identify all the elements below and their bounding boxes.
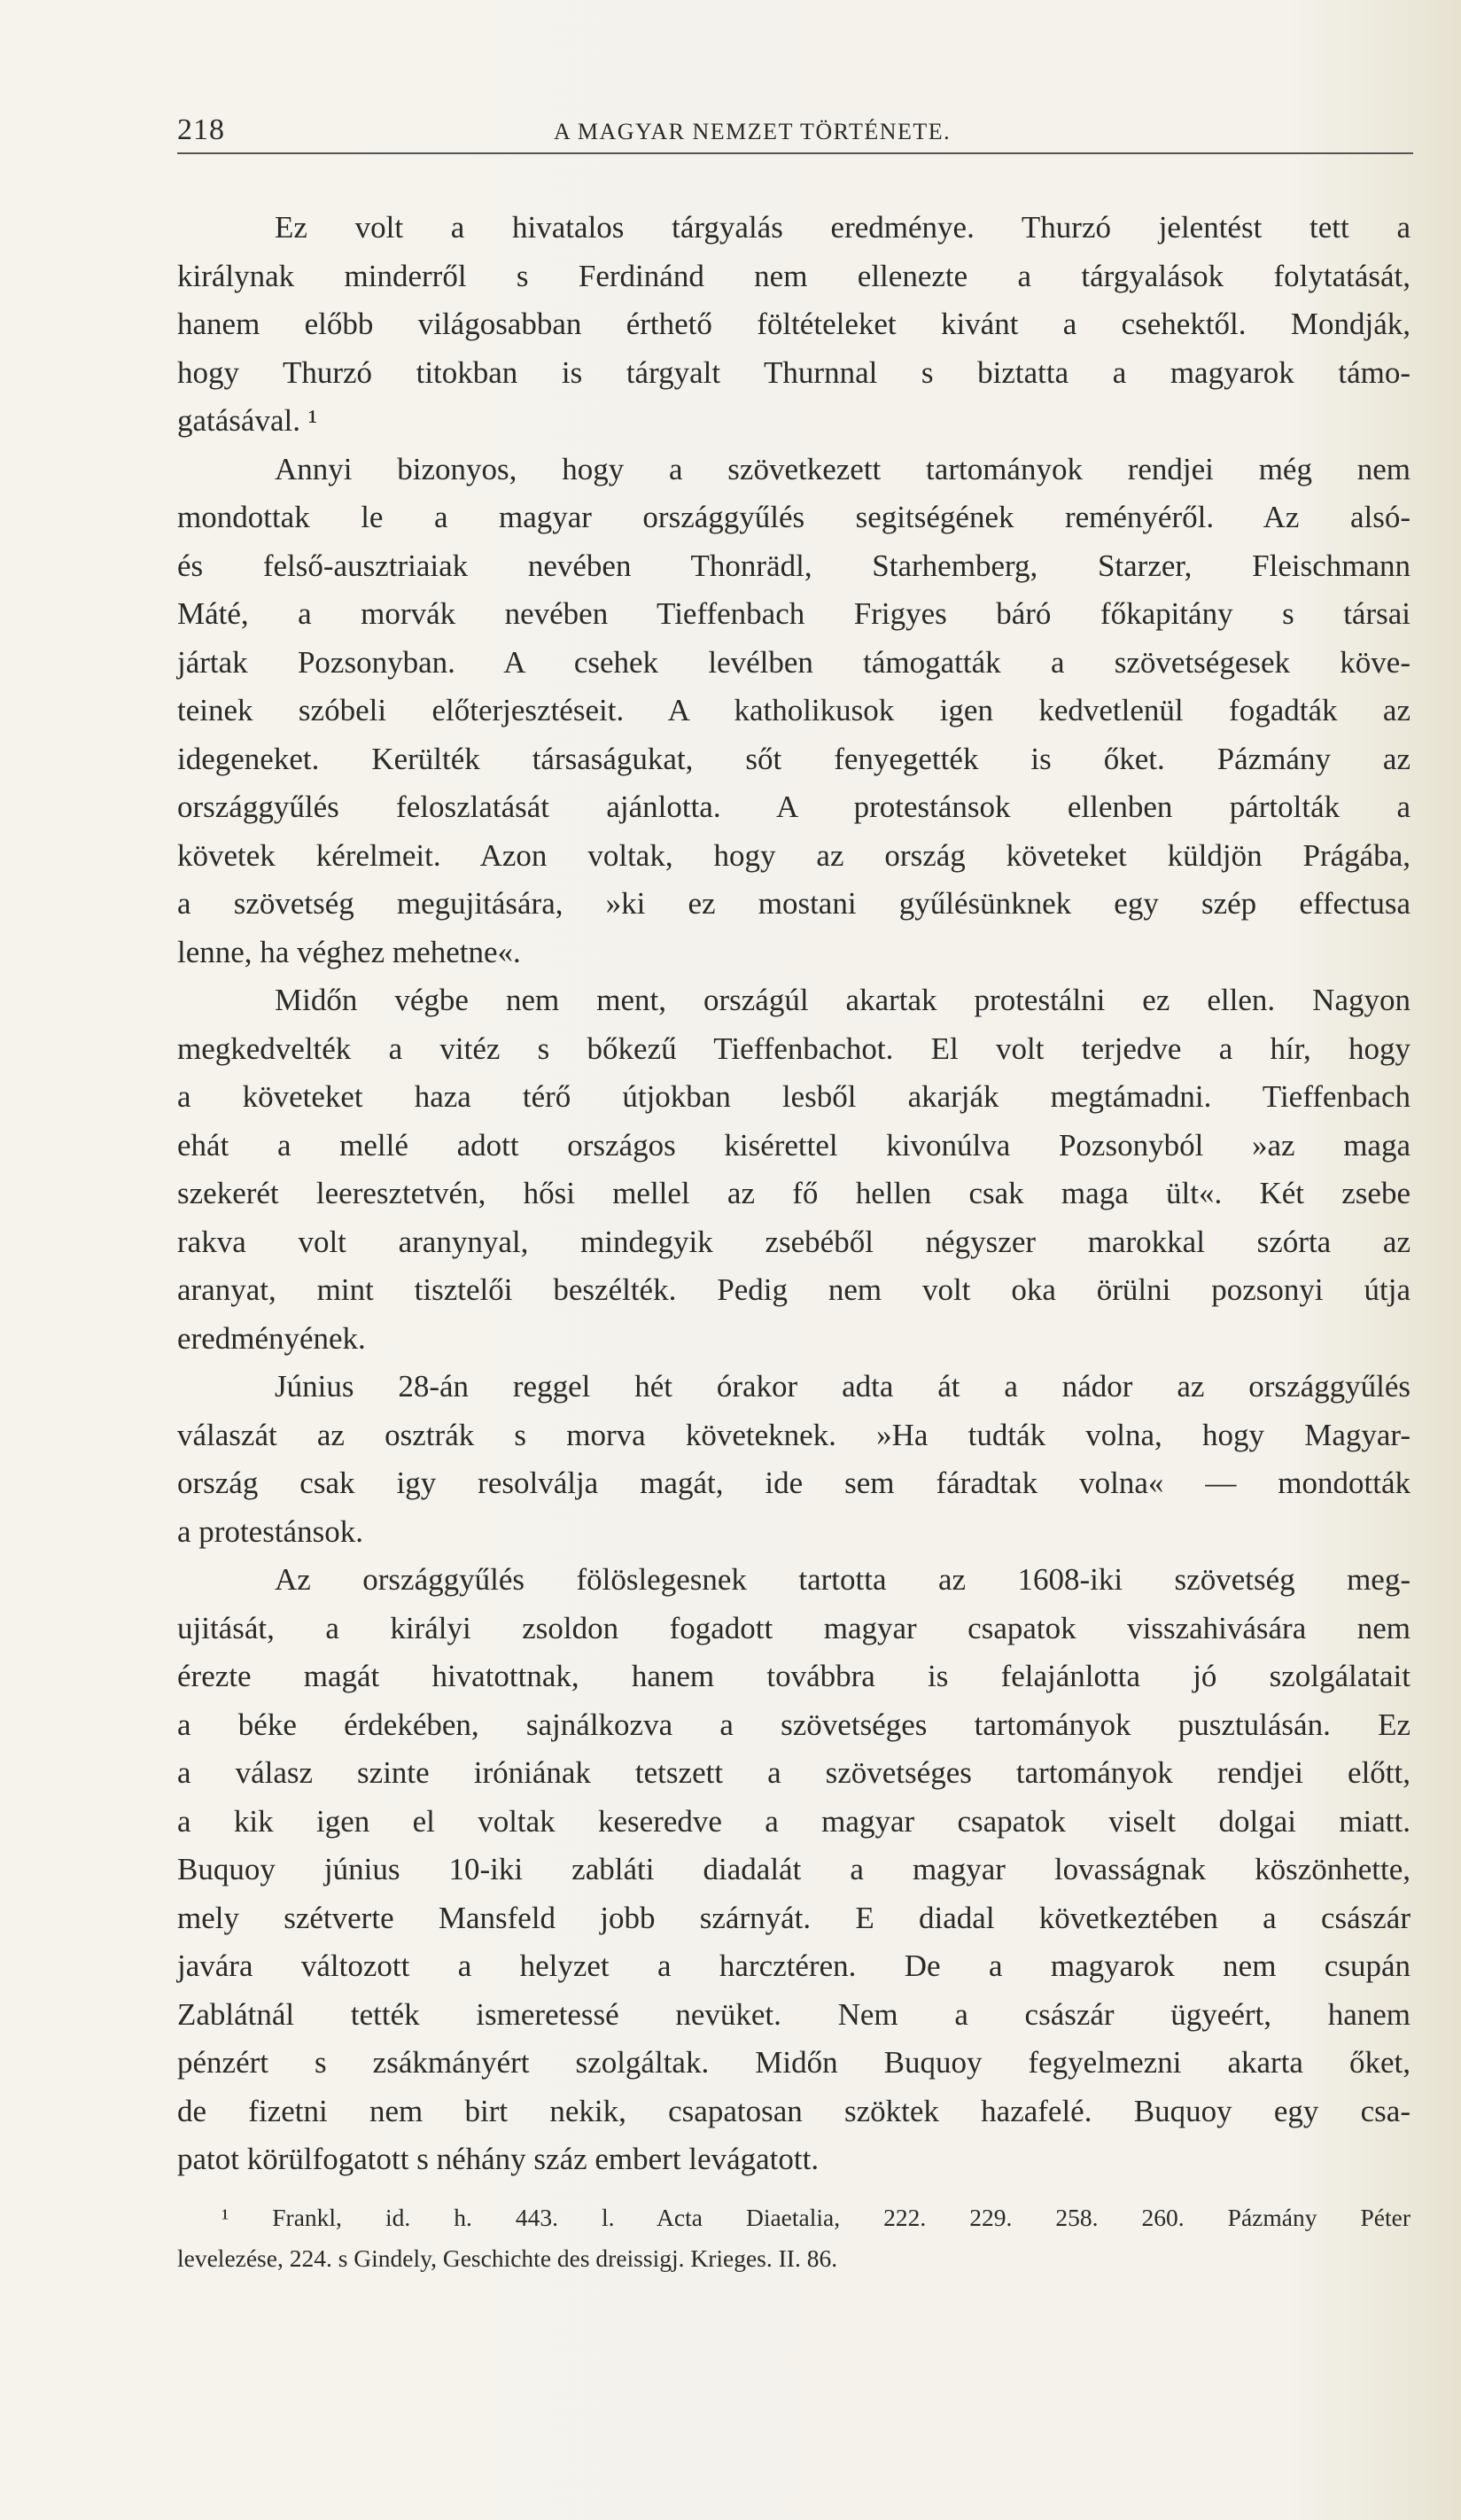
text-line: aranyat, mint tisztelői beszélték. Pedig nem volt oka örülni pozsonyi útja <box>177 1272 1410 1307</box>
text-line: a kik igen el voltak keseredve a magyar csapatok viselt dolgai miatt. <box>177 1803 1410 1839</box>
text-line: rakva volt aranynyal, mindegyik zsebéből négyszer marokkal szórta az <box>177 1224 1410 1259</box>
text-line: Ez volt a hivatalos tárgyalás eredménye. Thurzó jelentést tett a <box>275 210 1410 245</box>
text-line: mely szétverte Mansfeld jobb szárnyát. E diadal következtében a császár <box>177 1900 1410 1935</box>
text-line: pénzért s zsákmányért szolgáltak. Midőn Buquoy fegyelmezni akarta őket, <box>177 2045 1410 2080</box>
text-line: országgyűlés feloszlatását ajánlotta. A protestánsok ellenben pártolták a <box>177 789 1410 824</box>
text-line: Az országgyűlés fölöslegesnek tartotta az 1608-iki szövetség meg- <box>275 1562 1410 1597</box>
running-title: A MAGYAR NEMZET TÖRTÉNETE. <box>554 119 952 144</box>
text-line: idegeneket. Kerülték társaságukat, sőt fenyegették is őket. Pázmány az <box>177 741 1410 776</box>
text-line: érezte magát hivatottnak, hanem továbbra is felajánlotta jó szolgálatait <box>177 1659 1410 1693</box>
text-line: szekerét leeresztetvén, hősi mellel az fő hellen csak maga ült«. Két zsebe <box>177 1176 1410 1210</box>
footnote-line: ¹ Frankl, id. h. 443. l. Acta Diaetalia, 222. 229. 258. 260. Pázmány Péter <box>221 2204 1410 2231</box>
text-line: teinek szóbeli előterjesztéseit. A katholikusok igen kedvetlenül fogadták az <box>177 693 1410 727</box>
footnotes <box>177 2197 1410 2279</box>
text-line: ország csak igy resolválja magát, ide sem fáradtak volna« — mondották <box>177 1466 1410 1500</box>
body-text <box>177 204 1410 2184</box>
text-line: javára változott a helyzet a harcztéren. De a magyarok nem csupán <box>177 1948 1410 1983</box>
text-line: jártak Pozsonyban. A csehek levélben támogatták a szövetségesek köve- <box>177 644 1410 680</box>
text-line: eredményének. <box>177 1320 366 1356</box>
header-rule <box>177 152 1413 154</box>
text-line: követek kérelmeit. Azon voltak, hogy az ország követeket küldjön Prágába, <box>177 837 1410 873</box>
text-line: Midőn végbe nem ment, országúl akartak protestálni ez ellen. Nagyon <box>275 983 1410 1017</box>
text-line: megkedvelték a vitéz s bőkezű Tieffenbachot. El volt terjedve a hír, hogy <box>177 1031 1410 1066</box>
text-line: gatásával. ¹ <box>177 403 318 438</box>
text-line: lenne, ha véghez mehetne«. <box>177 934 521 969</box>
text-line: Zablátnál tették ismeretessé nevüket. Nem a császár ügyeért, hanem <box>177 1996 1410 2032</box>
text-line: és felső-ausztriaiak nevében Thonrädl, Starhemberg, Starzer, Fleischmann <box>177 548 1410 583</box>
text-line: a béke érdekében, sajnálkozva a szövetséges tartományok pusztulásán. Ez <box>177 1707 1410 1742</box>
text-line: hogy Thurzó titokban is tárgyalt Thurnnal s biztatta a magyarok támo- <box>177 354 1410 390</box>
text-line: hanem előbb világosabban érthető föltételeket kivánt a csehektől. Mondják, <box>177 307 1410 341</box>
page-header <box>177 105 1409 159</box>
page-number: 218 <box>177 113 225 146</box>
text-line: ujitását, a királyi zsoldon fogadott magyar csapatok visszahivására nem <box>177 1610 1410 1645</box>
text-line: a válasz szinte iróniának tetszett a szövetséges tartományok rendjei előtt, <box>177 1755 1410 1790</box>
text-line: Máté, a morvák nevében Tieffenbach Frigyes báró főkapitány s társai <box>177 596 1410 631</box>
text-line: Buquoy június 10-iki zabláti diadalát a magyar lovasságnak köszönhette, <box>177 1852 1410 1886</box>
footnote-line: levelezése, 224. s Gindely, Geschichte des dreissigj. Krieges. II. 86. <box>177 2244 838 2272</box>
text-line: ehát a mellé adott országos kisérettel kivonúlva Pozsonyból »az maga <box>177 1127 1410 1163</box>
text-line: patot körülfogatott s néhány száz embert levágatott. <box>177 2142 820 2176</box>
text-line: Annyi bizonyos, hogy a szövetkezett tartományok rendjei még nem <box>275 451 1410 486</box>
text-line: válaszát az osztrák s morva követeknek. »Ha tudták volna, hogy Magyar- <box>177 1417 1410 1452</box>
text-line: Június 28-án reggel hét órakor adta át a nádor az országgyűlés <box>275 1369 1410 1404</box>
text-line: a követeket haza térő útjokban lesből akarják megtámadni. Tieffenbach <box>177 1079 1410 1114</box>
text-line: a szövetség megujitására, »ki ez mostani gyűlésünknek egy szép effectusa <box>177 886 1410 921</box>
text-line: de fizetni nem birt nekik, csapatosan szöktek hazafelé. Buquoy egy csa- <box>177 2093 1410 2128</box>
text-line: a protestánsok. <box>177 1513 363 1549</box>
text-line: mondottak le a magyar országgyűlés segitségének reményéről. Az alsó- <box>177 500 1410 534</box>
text-line: királynak minderről s Ferdinánd nem ellenezte a tárgyalások folytatását, <box>177 258 1410 293</box>
